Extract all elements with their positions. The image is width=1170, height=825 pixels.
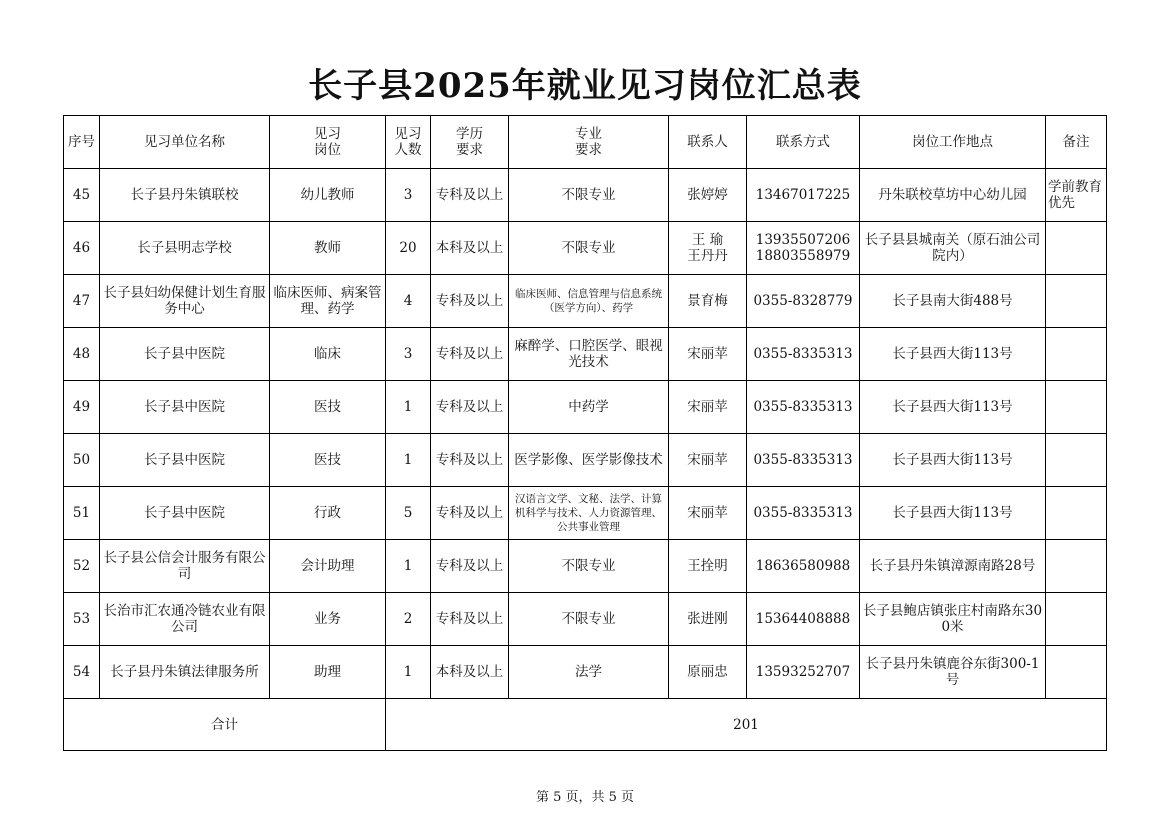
header-contact: 联系人	[669, 116, 747, 169]
cell-remark: 学前教育优先	[1046, 169, 1107, 222]
cell-position: 医技	[270, 434, 386, 487]
cell-remark	[1046, 540, 1107, 593]
cell-major: 汉语言文学、文秘、法学、计算机科学与技术、人力资源管理、公共事业管理	[509, 487, 669, 540]
cell-contact: 宋丽苹	[669, 381, 747, 434]
cell-major: 临床医师、信息管理与信息系统（医学方向）、药学	[509, 275, 669, 328]
cell-major: 麻醉学、口腔医学、眼视光技术	[509, 328, 669, 381]
cell-location: 长子县西大街113号	[860, 328, 1046, 381]
cell-phone: 0355-8335313	[747, 381, 860, 434]
cell-contact: 张婷婷	[669, 169, 747, 222]
cell-education: 本科及以上	[431, 646, 509, 699]
cell-major: 中药学	[509, 381, 669, 434]
cell-seq: 46	[64, 222, 100, 275]
cell-count: 4	[386, 275, 431, 328]
page-title: 长子县2025年就业见习岗位汇总表	[308, 66, 862, 106]
cell-major: 不限专业	[509, 169, 669, 222]
header-position: 见习 岗位	[270, 116, 386, 169]
cell-seq: 51	[64, 487, 100, 540]
cell-count: 1	[386, 434, 431, 487]
cell-phone: 0355-8328779	[747, 275, 860, 328]
cell-seq: 50	[64, 434, 100, 487]
header-unit: 见习单位名称	[100, 116, 270, 169]
cell-count: 3	[386, 328, 431, 381]
cell-position: 助理	[270, 646, 386, 699]
cell-phone: 13935507206 18803558979	[747, 222, 860, 275]
cell-location: 长子县西大街113号	[860, 434, 1046, 487]
cell-education: 专科及以上	[431, 328, 509, 381]
cell-seq: 54	[64, 646, 100, 699]
cell-education: 专科及以上	[431, 169, 509, 222]
cell-seq: 52	[64, 540, 100, 593]
cell-seq: 48	[64, 328, 100, 381]
cell-seq: 49	[64, 381, 100, 434]
cell-unit: 长子县公信会计服务有限公司	[100, 540, 270, 593]
total-value: 201	[386, 699, 1107, 751]
cell-phone: 15364408888	[747, 593, 860, 646]
page-footer: 第 5 页，共 5 页	[535, 790, 635, 805]
table-row	[64, 487, 1107, 540]
cell-remark	[1046, 434, 1107, 487]
cell-unit: 长子县中医院	[100, 434, 270, 487]
cell-remark	[1046, 275, 1107, 328]
cell-major: 不限专业	[509, 540, 669, 593]
cell-remark	[1046, 487, 1107, 540]
cell-location: 长子县鲍店镇张庄村南路东300米	[860, 593, 1046, 646]
cell-position: 业务	[270, 593, 386, 646]
cell-remark	[1046, 328, 1107, 381]
total-label: 合计	[64, 699, 386, 751]
cell-unit: 长子县丹朱镇法律服务所	[100, 646, 270, 699]
cell-location: 长子县西大街113号	[860, 487, 1046, 540]
cell-location: 长子县县城南关（原石油公司院内）	[860, 222, 1046, 275]
cell-major: 法学	[509, 646, 669, 699]
cell-seq: 45	[64, 169, 100, 222]
cell-count: 1	[386, 540, 431, 593]
cell-education: 专科及以上	[431, 434, 509, 487]
cell-position: 教师	[270, 222, 386, 275]
cell-phone: 13593252707	[747, 646, 860, 699]
cell-unit: 长治市汇农通冷链农业有限公司	[100, 593, 270, 646]
cell-major: 医学影像、医学影像技术	[509, 434, 669, 487]
cell-location: 长子县丹朱镇漳源南路28号	[860, 540, 1046, 593]
cell-unit: 长子县明志学校	[100, 222, 270, 275]
cell-phone: 13467017225	[747, 169, 860, 222]
cell-phone: 0355-8335313	[747, 487, 860, 540]
cell-remark	[1046, 381, 1107, 434]
header-seq: 序号	[64, 116, 100, 169]
table-row	[64, 593, 1107, 646]
cell-count: 3	[386, 169, 431, 222]
cell-location: 长子县丹朱镇鹿谷东街300-1号	[860, 646, 1046, 699]
header-location: 岗位工作地点	[860, 116, 1046, 169]
header-remark: 备注	[1046, 116, 1107, 169]
cell-location: 丹朱联校草坊中心幼儿园	[860, 169, 1046, 222]
cell-seq: 47	[64, 275, 100, 328]
cell-contact: 张进刚	[669, 593, 747, 646]
cell-count: 2	[386, 593, 431, 646]
cell-contact: 王 瑜 王丹丹	[669, 222, 747, 275]
cell-education: 本科及以上	[431, 222, 509, 275]
cell-position: 会计助理	[270, 540, 386, 593]
cell-position: 幼儿教师	[270, 169, 386, 222]
cell-unit: 长子县中医院	[100, 487, 270, 540]
cell-remark	[1046, 646, 1107, 699]
header-row	[64, 116, 1107, 169]
table-row	[64, 328, 1107, 381]
table-row	[64, 169, 1107, 222]
cell-contact: 景育梅	[669, 275, 747, 328]
cell-unit: 长子县丹朱镇联校	[100, 169, 270, 222]
cell-phone: 0355-8335313	[747, 328, 860, 381]
table-row	[64, 381, 1107, 434]
header-count: 见习 人数	[386, 116, 431, 169]
cell-position: 临床	[270, 328, 386, 381]
job-table	[63, 115, 1107, 751]
cell-major: 不限专业	[509, 222, 669, 275]
cell-seq: 53	[64, 593, 100, 646]
table-row	[64, 646, 1107, 699]
cell-position: 行政	[270, 487, 386, 540]
cell-contact: 宋丽苹	[669, 328, 747, 381]
cell-education: 专科及以上	[431, 540, 509, 593]
cell-contact: 原丽忠	[669, 646, 747, 699]
cell-remark	[1046, 222, 1107, 275]
cell-major: 不限专业	[509, 593, 669, 646]
cell-education: 专科及以上	[431, 593, 509, 646]
cell-count: 1	[386, 646, 431, 699]
cell-position: 临床医师、病案管理、药学	[270, 275, 386, 328]
cell-remark	[1046, 593, 1107, 646]
header-major: 专业 要求	[509, 116, 669, 169]
table-row	[64, 222, 1107, 275]
cell-location: 长子县南大街488号	[860, 275, 1046, 328]
cell-contact: 王拴明	[669, 540, 747, 593]
table-row	[64, 434, 1107, 487]
cell-count: 20	[386, 222, 431, 275]
header-phone: 联系方式	[747, 116, 860, 169]
cell-education: 专科及以上	[431, 275, 509, 328]
table-row	[64, 275, 1107, 328]
cell-education: 专科及以上	[431, 381, 509, 434]
cell-location: 长子县西大街113号	[860, 381, 1046, 434]
cell-position: 医技	[270, 381, 386, 434]
cell-count: 5	[386, 487, 431, 540]
total-row	[64, 699, 1107, 751]
cell-phone: 18636580988	[747, 540, 860, 593]
cell-unit: 长子县中医院	[100, 328, 270, 381]
cell-unit: 长子县妇幼保健计划生育服务中心	[100, 275, 270, 328]
cell-contact: 宋丽苹	[669, 487, 747, 540]
cell-phone: 0355-8335313	[747, 434, 860, 487]
cell-contact: 宋丽苹	[669, 434, 747, 487]
cell-unit: 长子县中医院	[100, 381, 270, 434]
cell-education: 专科及以上	[431, 487, 509, 540]
header-education: 学历 要求	[431, 116, 509, 169]
cell-count: 1	[386, 381, 431, 434]
table-row	[64, 540, 1107, 593]
